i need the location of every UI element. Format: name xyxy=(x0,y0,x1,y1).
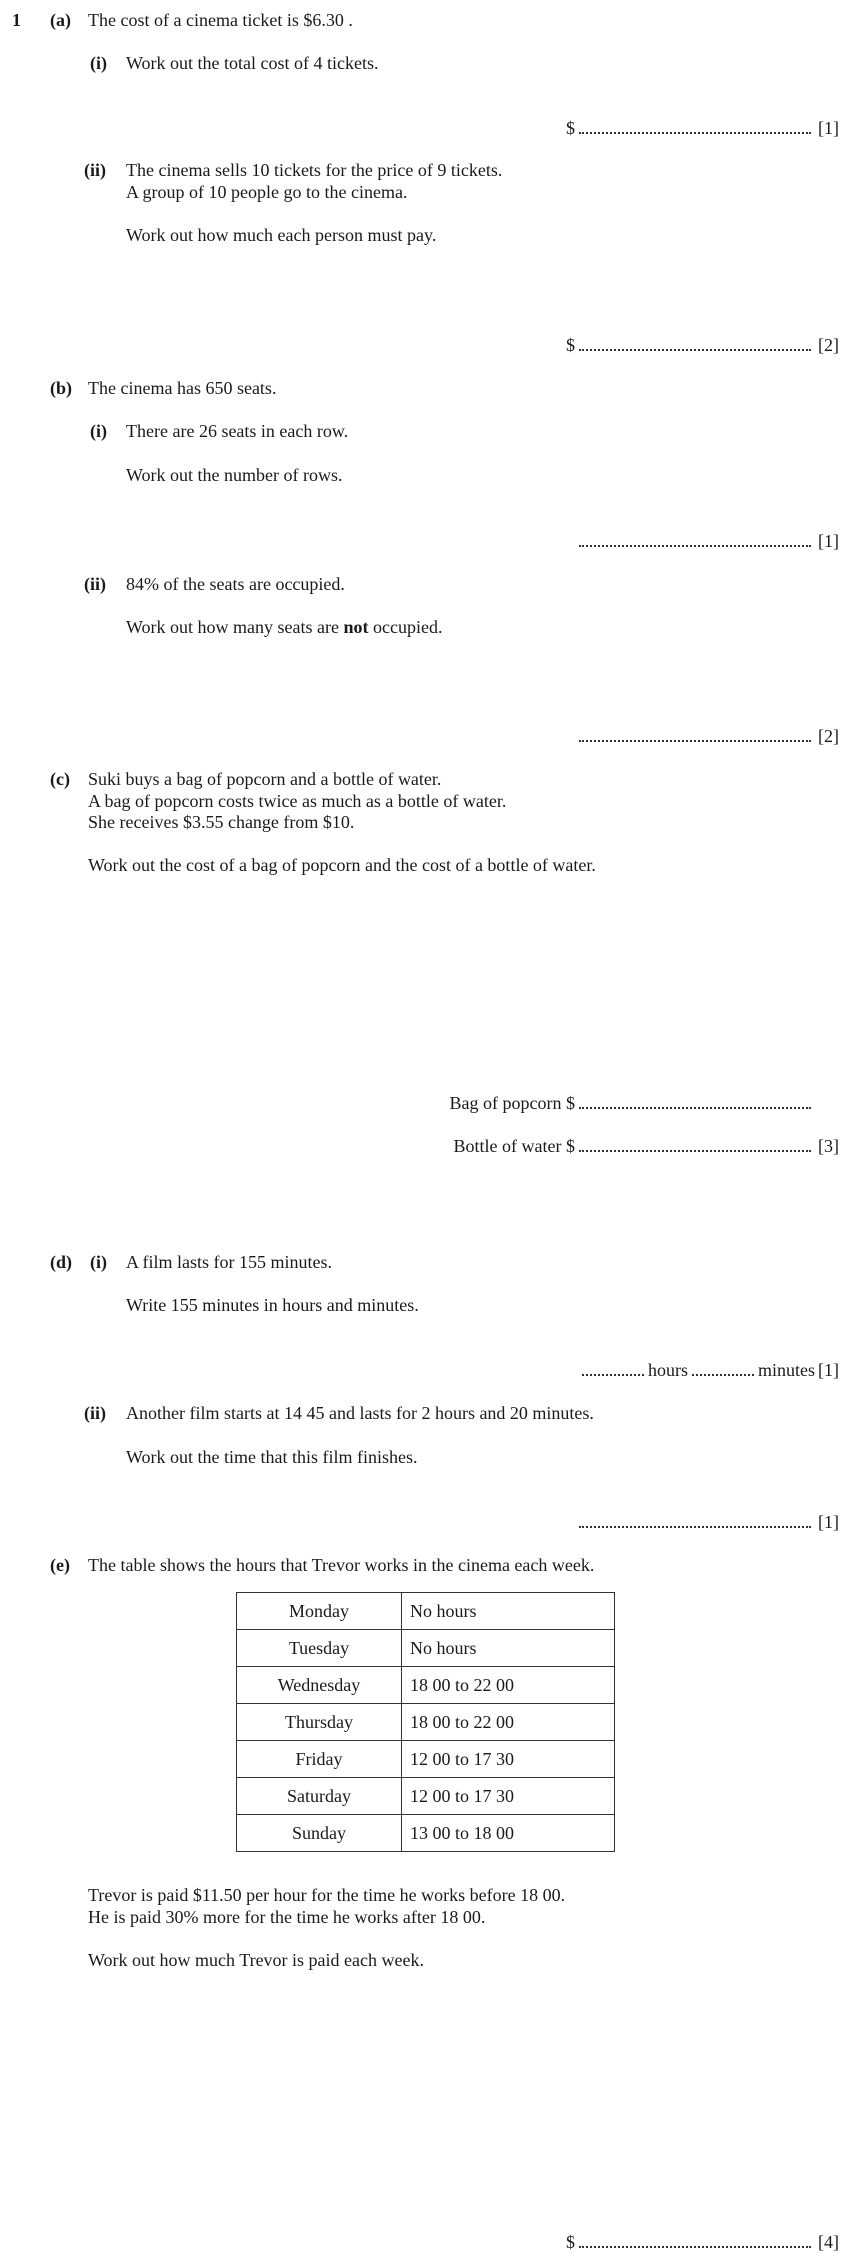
answer-prefix: $ xyxy=(566,335,575,355)
table-cell-hours: No hours xyxy=(402,1593,615,1630)
table-row xyxy=(237,1741,615,1778)
mark-a-ii: [2] xyxy=(818,335,839,355)
answer-blank[interactable] xyxy=(579,128,811,134)
part-b-i-instruction: Work out the number of rows. xyxy=(126,465,343,485)
part-d-ii-instruction: Work out the time that this film finishes. xyxy=(126,1447,418,1467)
answer-prefix: $ xyxy=(566,118,575,138)
part-b-label: (b) xyxy=(50,378,72,398)
part-e-label: (e) xyxy=(50,1555,70,1575)
table-row xyxy=(237,1593,615,1630)
table-cell-day: Sunday xyxy=(237,1815,402,1852)
mark-a-i: [1] xyxy=(818,118,839,138)
table-row xyxy=(237,1778,615,1815)
part-d-i-label: (i) xyxy=(90,1252,107,1272)
part-d-i-line1: A film lasts for 155 minutes. xyxy=(126,1252,332,1272)
part-a-ii-instruction: Work out how much each person must pay. xyxy=(126,225,437,245)
table-cell-day: Friday xyxy=(237,1741,402,1778)
answer-prefix: $ xyxy=(566,2232,575,2252)
part-b-ii-label: (ii) xyxy=(84,574,106,594)
mark-b-ii: [2] xyxy=(818,726,839,746)
part-d-ii-line1: Another film starts at 14 45 and lasts for 2 hours and 20 minutes. xyxy=(126,1403,594,1423)
minutes-word: minutes xyxy=(758,1360,815,1380)
table-cell-hours: 18 00 to 22 00 xyxy=(402,1667,615,1704)
answer-label-water: Bottle of water $ xyxy=(453,1136,575,1156)
part-c-instruction: Work out the cost of a bag of popcorn and the cost of a bottle of water. xyxy=(88,855,596,875)
table-cell-day: Saturday xyxy=(237,1778,402,1815)
part-d-i-instruction: Write 155 minutes in hours and minutes. xyxy=(126,1295,419,1315)
table-row xyxy=(237,1630,615,1667)
answer-blank[interactable] xyxy=(579,1522,811,1528)
part-b-stem: The cinema has 650 seats. xyxy=(88,378,277,398)
part-b-i-line1: There are 26 seats in each row. xyxy=(126,421,349,441)
mark-d-i: [1] xyxy=(818,1360,839,1380)
table-cell-day: Monday xyxy=(237,1593,402,1630)
answer-line-b-ii[interactable] xyxy=(575,726,839,747)
part-c-line3: She receives $3.55 change from $10. xyxy=(88,812,355,832)
answer-blank[interactable] xyxy=(579,541,811,547)
mark-b-i: [1] xyxy=(818,531,839,551)
minutes-blank[interactable] xyxy=(692,1370,754,1376)
answer-line-e[interactable] xyxy=(566,2232,839,2253)
part-b-ii-line1: 84% of the seats are occupied. xyxy=(126,574,345,594)
part-a-ii-line1: The cinema sells 10 tickets for the price of 9 tickets. xyxy=(126,160,503,180)
table-row xyxy=(237,1667,615,1704)
table-cell-day: Tuesday xyxy=(237,1630,402,1667)
mark-c: [3] xyxy=(818,1136,839,1156)
answer-line-c-water[interactable] xyxy=(454,1136,839,1157)
answer-blank[interactable] xyxy=(579,736,811,742)
part-e-line2: He is paid 30% more for the time he works after 18 00. xyxy=(88,1907,486,1927)
table-row xyxy=(237,1704,615,1741)
part-d-ii-label: (ii) xyxy=(84,1403,106,1423)
table-cell-hours: No hours xyxy=(402,1630,615,1667)
table-cell-hours: 13 00 to 18 00 xyxy=(402,1815,615,1852)
answer-line-b-i[interactable] xyxy=(575,531,839,552)
hours-blank[interactable] xyxy=(582,1370,644,1376)
table-cell-hours: 18 00 to 22 00 xyxy=(402,1704,615,1741)
table-cell-day: Thursday xyxy=(237,1704,402,1741)
answer-blank[interactable] xyxy=(579,1103,811,1109)
table-cell-hours: 12 00 to 17 30 xyxy=(402,1778,615,1815)
part-a-i-label: (i) xyxy=(90,53,107,73)
answer-label-popcorn: Bag of popcorn $ xyxy=(449,1093,575,1113)
answer-line-a-i[interactable] xyxy=(566,118,839,139)
part-e-stem: The table shows the hours that Trevor works in the cinema each week. xyxy=(88,1555,595,1575)
part-d-label: (d) xyxy=(50,1252,72,1272)
table-cell-hours: 12 00 to 17 30 xyxy=(402,1741,615,1778)
part-c-line1: Suki buys a bag of popcorn and a bottle of water. xyxy=(88,769,442,789)
part-c-label: (c) xyxy=(50,769,70,789)
hours-word: hours xyxy=(648,1360,688,1380)
part-b-i-label: (i) xyxy=(90,421,107,441)
part-c-line2: A bag of popcorn costs twice as much as a bottle of water. xyxy=(88,791,507,811)
answer-line-d-ii[interactable] xyxy=(575,1512,839,1533)
question-number: 1 xyxy=(12,10,21,30)
table-row xyxy=(237,1815,615,1852)
answer-line-c-popcorn[interactable] xyxy=(450,1093,839,1114)
part-b-ii-instruction: Work out how many seats are not occupied. xyxy=(126,617,443,637)
answer-blank[interactable] xyxy=(579,2242,811,2248)
answer-line-a-ii[interactable] xyxy=(566,335,839,356)
part-a-i-text: Work out the total cost of 4 tickets. xyxy=(126,53,379,73)
mark-d-ii: [1] xyxy=(818,1512,839,1532)
hours-table xyxy=(236,1592,615,1852)
part-a-stem: The cost of a cinema ticket is $6.30 . xyxy=(88,10,353,30)
part-e-line1: Trevor is paid $11.50 per hour for the time he works before 18 00. xyxy=(88,1885,566,1905)
answer-blank[interactable] xyxy=(579,345,811,351)
table-cell-day: Wednesday xyxy=(237,1667,402,1704)
answer-line-d-i[interactable] xyxy=(578,1360,839,1381)
part-a-label: (a) xyxy=(50,10,71,30)
mark-e: [4] xyxy=(818,2232,839,2252)
part-a-ii-label: (ii) xyxy=(84,160,106,180)
part-a-ii-line2: A group of 10 people go to the cinema. xyxy=(126,182,408,202)
answer-blank[interactable] xyxy=(579,1146,811,1152)
part-e-instruction: Work out how much Trevor is paid each week. xyxy=(88,1950,424,1970)
